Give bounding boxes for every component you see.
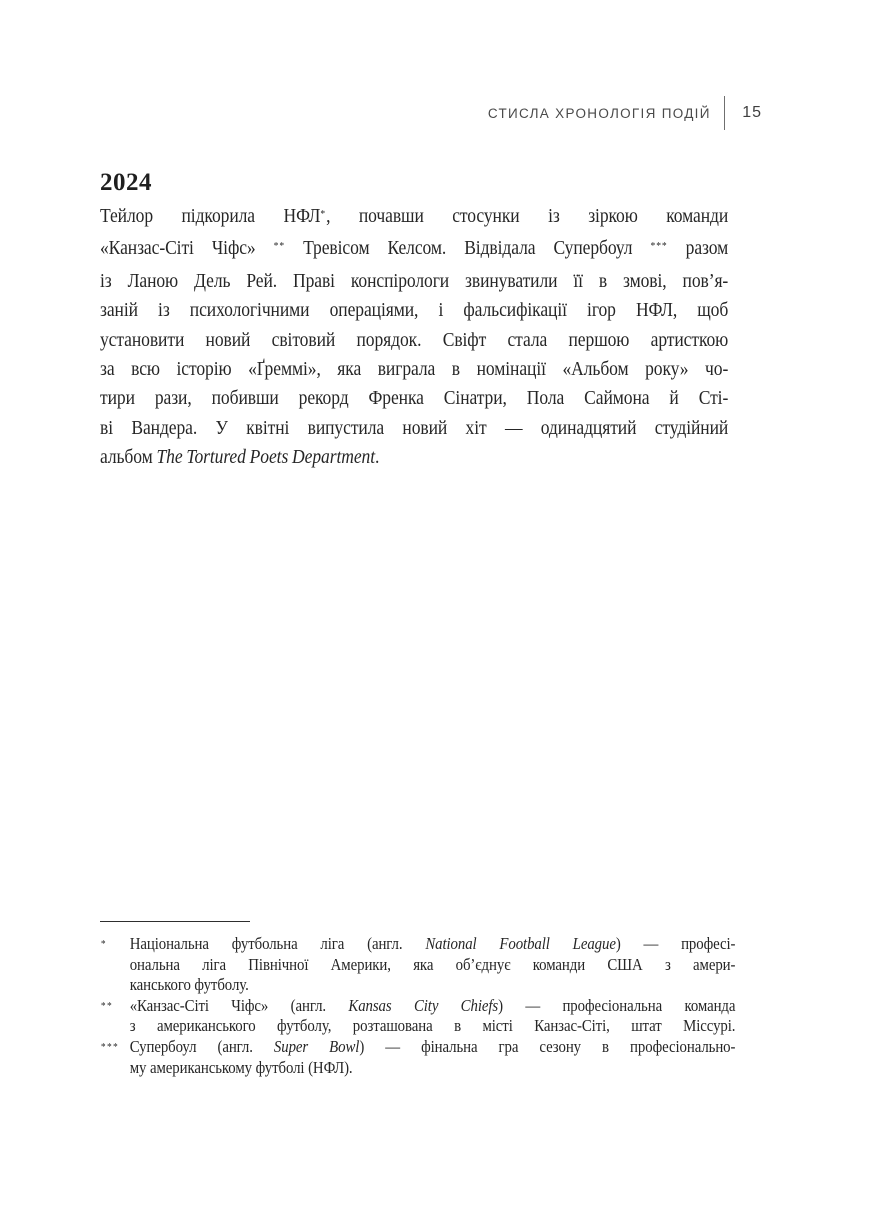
- footnote-text-segment: ) — професі-: [615, 934, 736, 953]
- body-text-segment: альбом: [100, 447, 157, 469]
- body-line-1: [100, 202, 728, 234]
- footnote-3-line-2: му американському футболі (НФЛ).: [129, 1057, 353, 1077]
- footnote-marker-3: ***: [100, 1041, 120, 1053]
- footnote-text-segment: ) — професіональна команда: [498, 995, 736, 1015]
- footnote-text-segment: ) — фінальна гра сезону в професіонально-: [359, 1036, 736, 1056]
- footnote-text-segment: Супербоул (англ.: [129, 1036, 274, 1056]
- body-paragraph-inner: [100, 202, 728, 473]
- footnote-text-segment: «Канзас-Сіті Чіфс» (англ.: [129, 995, 349, 1015]
- footnote-ref-2: **: [273, 240, 286, 253]
- footnote-1: [100, 934, 735, 996]
- body-text-segment: .: [374, 447, 380, 469]
- footnote-separator-rule: [100, 921, 250, 922]
- footnote-2: [100, 996, 735, 1037]
- body-text-segment: «Канзас-Сіті Чіфс»: [100, 238, 274, 260]
- body-line-8: ві Вандера. У квітні випустила новий хіт — одинадцятий студійний: [100, 417, 729, 439]
- footnote-1-line-2: ональна ліга Північної Америки, яка об’єднує команди США з амери-: [129, 954, 736, 974]
- footnote-english-term: Kansas City Chiefs: [348, 995, 499, 1015]
- footnote-3: [100, 1037, 735, 1078]
- body-line-3: із Ланою Дель Рей. Праві конспірологи звинуватили її в змові, пов’я-: [100, 270, 729, 292]
- footnote-2-line-2: з американського футболу, розташована в місті Канзас-Сіті, штат Міссурі.: [129, 1016, 736, 1036]
- body-paragraph: [100, 202, 728, 473]
- body-line-9: [100, 443, 728, 472]
- footnote-marker-2: **: [100, 1000, 114, 1012]
- footnote-ref-3: ***: [650, 240, 668, 253]
- running-title: СТИСЛА ХРОНОЛОГІЯ ПОДІЙ: [487, 105, 711, 121]
- page-number: 15: [742, 104, 762, 121]
- body-line-6: за всю історію «Ґреммі», яка виграла в номінації «Альбом року» чо-: [100, 359, 729, 381]
- body-text-segment: разом: [667, 238, 729, 260]
- body-text-segment: Тейлор підкорила НФЛ: [100, 206, 321, 227]
- body-line-2: [100, 234, 728, 266]
- body-line-4: заній із психологічними операціями, і фальсифікації ігор НФЛ, щоб: [100, 300, 729, 322]
- body-line-7: тири рази, побивши рекорд Френка Сінатри, Пола Саймона й Сті-: [100, 388, 729, 410]
- body-text-segment: Тревісом Келсом. Відвідала Супербоул: [285, 238, 651, 260]
- footnotes-inner: [100, 934, 735, 1078]
- body-line-5: установити новий світовий порядок. Свіфт стала першою артисткою: [100, 329, 729, 351]
- running-header: [488, 96, 762, 130]
- year-heading: 2024: [100, 169, 152, 196]
- footnote-marker-1: *: [100, 939, 107, 950]
- footnote-2-line-1: [130, 996, 736, 1017]
- body-text-segment: , почавши стосунки із зіркою команди: [326, 206, 729, 227]
- footnotes: [100, 934, 735, 1078]
- header-divider-line: [724, 96, 726, 130]
- footnote-english-term: Super Bowl: [273, 1036, 360, 1056]
- footnote-1-line-1: [130, 934, 736, 955]
- album-title: The Tortured Poets Department: [156, 447, 375, 469]
- footnote-text-segment: Національна футбольна ліга (англ.: [129, 934, 426, 953]
- footnote-ref-1: *: [320, 207, 327, 220]
- footnote-3-line-1: [130, 1037, 736, 1058]
- footnote-1-line-3: канського футболу.: [129, 975, 249, 995]
- footnote-english-term: National Football League: [425, 934, 616, 953]
